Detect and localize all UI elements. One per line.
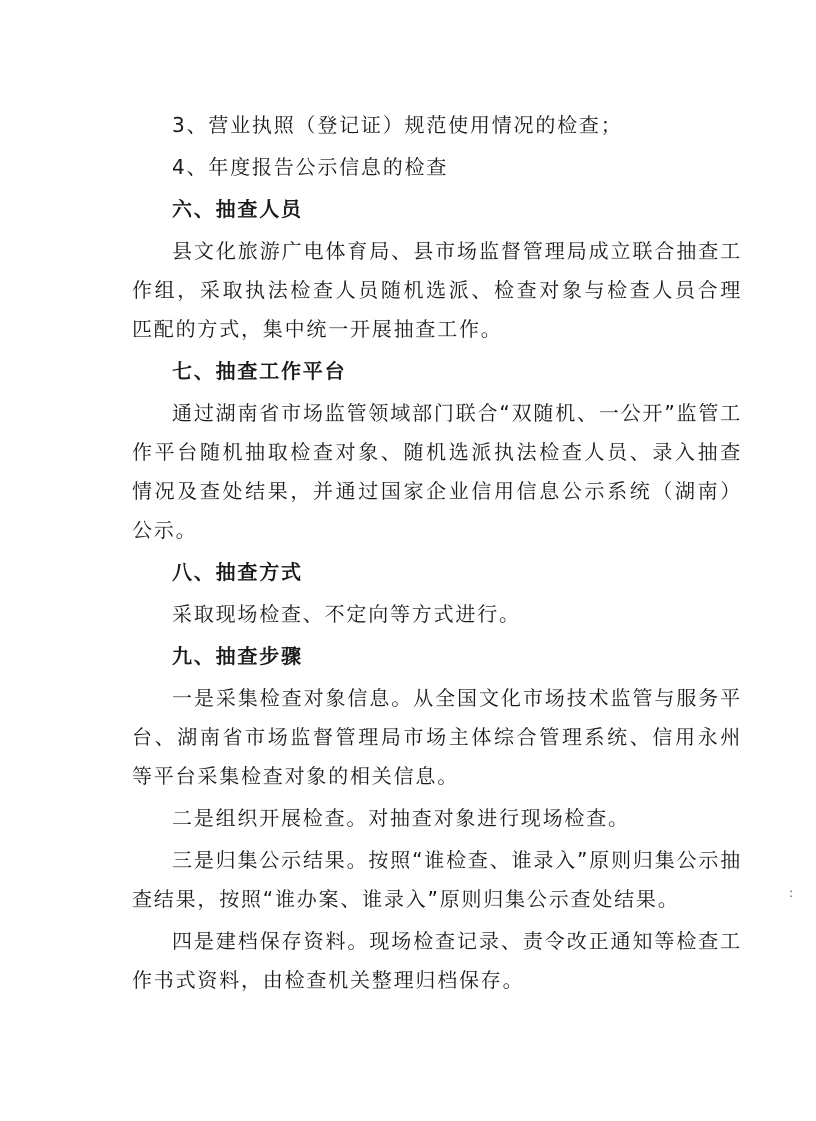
section-heading-inspection-personnel: 六、抽查人员 — [172, 197, 303, 221]
section-heading-inspection-method: 八、抽查方式 — [172, 560, 303, 584]
paragraph-step-publish-results: 三是归集公示结果。按照“谁检查、谁录入”原则归集公示抽查结果，按照“谁办案、谁录入”原则归集公示查处结果。 — [132, 848, 742, 911]
section-heading-inspection-steps: 九、抽查步骤 — [172, 644, 303, 668]
paragraph-inspection-personnel: 县文化旅游广电体育局、县市场监督管理局成立联合抽查工作组，采取执法检查人员随机选派、检查对象与检查人员合理匹配的方式，集中统一开展抽查工作。 — [132, 239, 742, 341]
margin-mark: : — [789, 886, 794, 900]
paragraph-step-organize-inspection: 二是组织开展检查。对抽查对象进行现场检查。 — [172, 806, 630, 830]
section-heading-inspection-platform: 七、抽查工作平台 — [172, 359, 347, 383]
paragraph-inspection-platform: 通过湖南省市场监管领域部门联合“双随机、一公开”监管工作平台随机抽取检查对象、随机选派执法检查人员、录入抽查情况及查处结果，并通过国家企业信用信息公示系统（湖南）公示。 — [132, 401, 742, 542]
paragraph-step-archive-records: 四是建档保存资料。现场检查记录、责令改正通知等检查工作书式资料，由检查机关整理归档保存。 — [132, 929, 742, 992]
list-item-license-check: 3、营业执照（登记证）规范使用情况的检查； — [172, 113, 623, 137]
list-item-annual-report-check: 4、年度报告公示信息的检查 — [172, 155, 449, 179]
paragraph-step-collect-info: 一是采集检查对象信息。从全国文化市场技术监管与服务平台、湖南省市场监督管理局市场主体综合管理系统、信用永州等平台采集检查对象的相关信息。 — [132, 686, 742, 788]
paragraph-inspection-method: 采取现场检查、不定向等方式进行。 — [172, 602, 521, 626]
document-body — [132, 106, 742, 1003]
